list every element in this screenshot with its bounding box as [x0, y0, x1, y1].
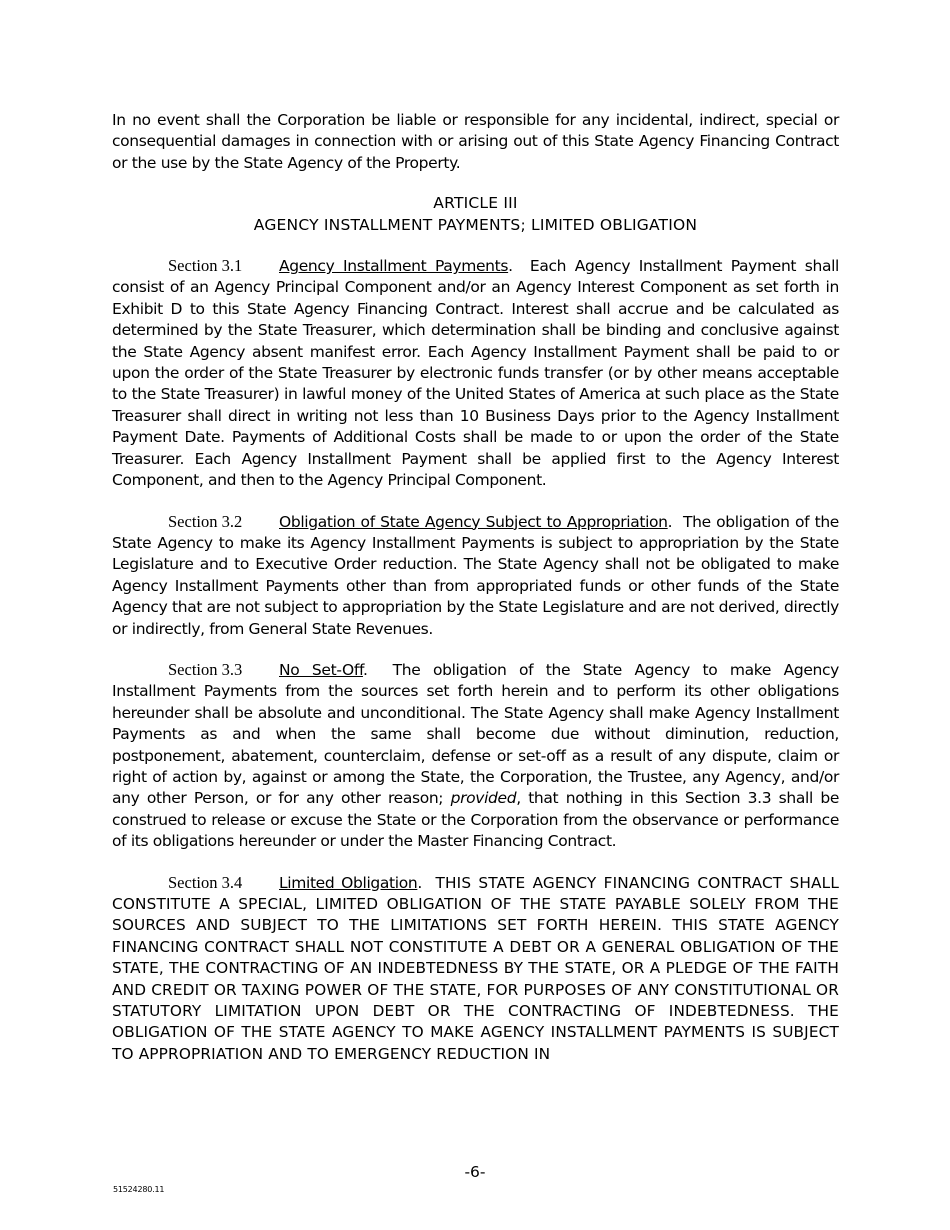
section-caption: Agency Installment Payments [279, 257, 509, 276]
article-number: ARTICLE III [433, 194, 518, 213]
page-number: -6- [464, 1163, 486, 1181]
document-id: 51524280.11 [113, 1185, 165, 1194]
section-label: Section 3.2 [168, 511, 243, 531]
section-caption: Obligation of State Agency Subject to Appropriation [279, 512, 668, 531]
section-text-continued: , that nothing in this Section 3.3 shall be construed to release or excuse the State or the Corporation from the observance or performance of its obligations hereunder or under the Master Financing Contract. [112, 789, 839, 851]
section-3-2: Section 3.2 Obligation of State Agency Subject to Appropriation. The obligation of the State Agency to make its Agency Installment Payments is subject to appropriation by the State Legislature and to Executive Order reduction. The State Agency shall not be obligated to make Agency Installment Payments other than from appropriated funds or other funds of the State Agency that are not subject to appropriation by the State Legislature and are not derived, directly or indirectly, from General State Revenues. [112, 511, 839, 638]
section-label: Section 3.3 [168, 659, 243, 679]
section-caption: No Set-Off [279, 660, 363, 679]
section-text: THIS STATE AGENCY FINANCING CONTRACT SHALL CONSTITUTE A SPECIAL, LIMITED OBLIGATION OF THE STATE PAYABLE SOLELY FROM THE SOURCES AND SUBJECT TO THE LIMITATIONS SET FORTH HEREIN. THIS STATE AGENCY FINANCING CONTRACT SHALL NOT CONSTITUTE A DEBT OR A GENERAL OBLIGATION OF THE STATE, THE CONTRACTING OF AN INDEBTEDNESS BY THE STATE, OR A PLEDGE OF THE FAITH AND CREDIT OR TAXING POWER OF THE STATE, FOR PURPOSES OF ANY CONSTITUTIONAL OR STATUTORY LIMITATION UPON DEBT OR THE CONTRACTING OF INDEBTEDNESS. THE OBLIGATION OF THE STATE AGENCY TO MAKE AGENCY INSTALLMENT PAYMENTS IS SUBJECT TO APPROPRIATION AND TO EMERGENCY REDUCTION IN [112, 873, 840, 1063]
section-label: Section 3.4 [168, 872, 243, 892]
intro-paragraph: In no event shall the Corporation be liable or responsible for any incidental, indirect, special or consequential damages in connection with or arising out of this State Agency Financing Contract or the use by the State Agency of the Property. [112, 111, 839, 172]
section-text: The obligation of the State Agency to make its Agency Installment Payments is subject to appropriation by the State Legislature and to Executive Order reduction. The State Agency shall not be obligated to make Agency Installment Payments other than from appropriated funds or other funds of the State Agency that are not subject to appropriation by the State Legislature and are not derived, directly or indirectly, from General State Revenues. [112, 512, 839, 638]
section-3-4: Section 3.4 Limited Obligation. THIS STATE AGENCY FINANCING CONTRACT SHALL CONSTITUTE A SPECIAL, LIMITED OBLIGATION OF THE STATE PAYABLE SOLELY FROM THE SOURCES AND SUBJECT TO THE LIMITATIONS SET FORTH HEREIN. THIS STATE AGENCY FINANCING CONTRACT SHALL NOT CONSTITUTE A DEBT OR A GENERAL OBLIGATION OF THE STATE, THE CONTRACTING OF AN INDEBTEDNESS BY THE STATE, OR A PLEDGE OF THE FAITH AND CREDIT OR TAXING POWER OF THE STATE, FOR PURPOSES OF ANY CONSTITUTIONAL OR STATUTORY LIMITATION UPON DEBT OR THE CONTRACTING OF INDEBTEDNESS. THE OBLIGATION OF THE STATE AGENCY TO MAKE AGENCY INSTALLMENT PAYMENTS IS SUBJECT TO APPROPRIATION AND TO EMERGENCY REDUCTION IN [112, 872, 840, 1063]
section-label: Section 3.1 [168, 256, 243, 276]
section-caption: Limited Obligation [279, 873, 418, 892]
section-text: Each Agency Installment Payment shall consist of an Agency Principal Component and/or an Agency Interest Component as set forth in Exhibit D to this State Agency Financing Contract. Interest shall accrue and be calculated as determined by the State Treasurer, which determination shall be binding and conclusive against the State Agency absent manifest error. Each Agency Installment Payment shall be paid to or upon the order of the State Treasurer by electronic funds transfer (or by other means acceptable to the State Treasurer) in lawful money of the United States of America at such place as the State Treasurer shall direct in writing not less than 10 Business Days prior to the Agency Installment Payment Date. Payments of Additional Costs shall be made to or upon the order of the State Treasurer. Each Agency Installment Payment shall be applied first to the Agency Interest Component, and then to the Agency Principal Component. [112, 257, 840, 490]
section-3-1: Section 3.1 Agency Installment Payments. Each Agency Installment Payment shall consist of an Agency Principal Component and/or an Agency Interest Component as set forth in Exhibit D to this State Agency Financing Contract. Interest shall accrue and be calculated as determined by the State Treasurer, which determination shall be binding and conclusive against the State Agency absent manifest error. Each Agency Installment Payment shall be paid to or upon the order of the State Treasurer by electronic funds transfer (or by other means acceptable to the State Treasurer) in lawful money of the United States of America at such place as the State Treasurer shall direct in writing not less than 10 Business Days prior to the Agency Installment Payment Date. Payments of Additional Costs shall be made to or upon the order of the State Treasurer. Each Agency Installment Payment shall be applied first to the Agency Interest Component, and then to the Agency Principal Component. [112, 256, 840, 490]
section-3-3: Section 3.3 No Set-Off. The obligation of the State Agency to make Agency Installment Payments from the sources set forth herein and to perform its other obligations hereunder shall be absolute and unconditional. The State Agency shall make Agency Installment Payments as and when the same shall become due without diminution, reduction, postponement, abatement, counterclaim, defense or set-off as a result of any dispute, claim or right of action by, against or among the State, the Corporation, the Trustee, any Agency, and/or any other Person, or for any other reason; provided, that nothing in this Section 3.3 shall be construed to release or excuse the State or the Corporation from the observance or performance of its obligations hereunder or under the Master Financing Contract. [112, 659, 840, 851]
section-text: The obligation of the State Agency to make Agency Installment Payments from the sources set forth herein and to perform its other obligations hereunder shall be absolute and unconditional. The State Agency shall make Agency Installment Payments as and when the same shall become due without diminution, reduction, postponement, abatement, counterclaim, defense or set-off as a result of any dispute, claim or right of action by, against or among the State, the Corporation, the Trustee, any Agency, and/or any other Person, or for any other reason; [112, 660, 840, 808]
section-emphasis: provided [450, 789, 517, 808]
document-page [112, 110, 839, 1065]
article-title: AGENCY INSTALLMENT PAYMENTS; LIMITED OBLIGATION [253, 215, 698, 234]
